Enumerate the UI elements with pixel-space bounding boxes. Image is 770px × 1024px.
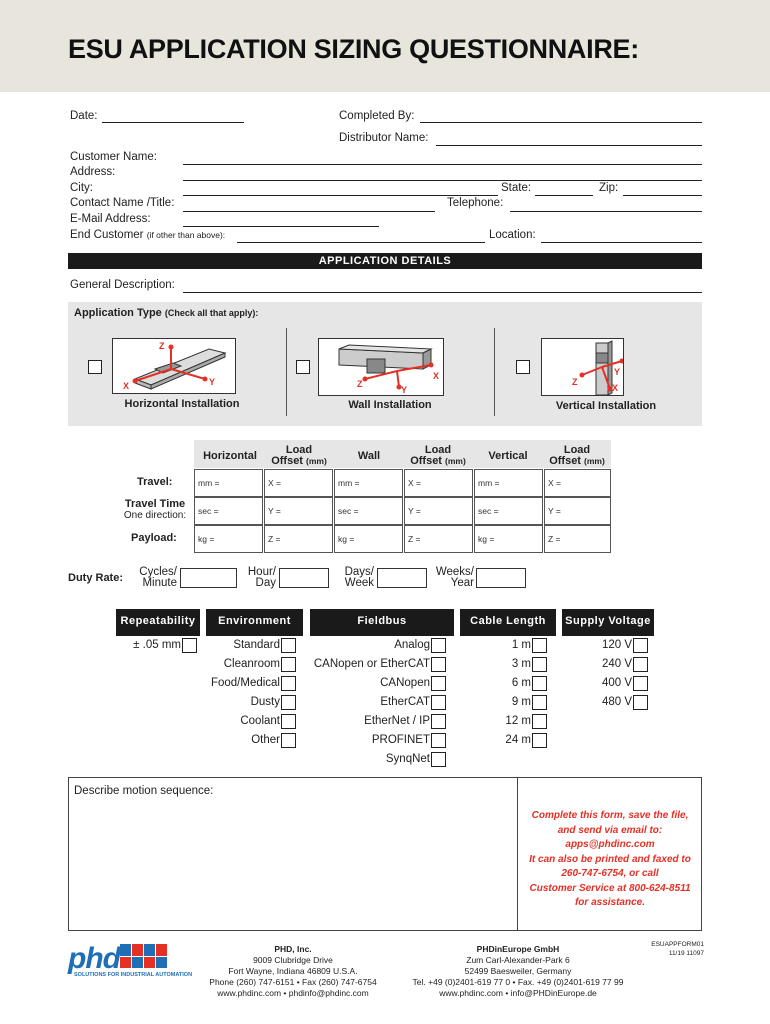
state-label: State: (501, 182, 532, 194)
end-customer-label: End Customer (if other than above): (70, 229, 226, 241)
environment-option-label: Coolant (240, 715, 280, 727)
cable-option-checkbox[interactable] (532, 733, 547, 748)
table-cell[interactable]: Y = (264, 497, 333, 525)
cable-option-checkbox[interactable] (532, 657, 547, 672)
cycles-minute-label: Cycles/ Minute (139, 566, 177, 589)
weeks-year-input[interactable] (476, 568, 526, 588)
table-cell[interactable]: kg = (334, 525, 403, 553)
row-label-travel: Travel: (137, 476, 173, 488)
fieldbus-option-label: PROFINET (371, 734, 430, 746)
environment-option-checkbox[interactable] (281, 638, 296, 653)
cable-option-label: 9 m (511, 696, 531, 708)
cable-option-checkbox[interactable] (532, 638, 547, 653)
environment-option-label: Other (251, 734, 280, 746)
voltage-option-checkbox[interactable] (633, 676, 648, 691)
general-description-label: General Description: (70, 279, 175, 291)
voltage-option-label: 240 V (601, 658, 632, 670)
col-load-offset: Load Offset (mm) (410, 444, 466, 467)
fieldbus-option-label: EtherNet / IP (364, 715, 430, 727)
divider (286, 328, 287, 416)
voltage-option-checkbox[interactable] (633, 695, 648, 710)
repeatability-option-label: ± .05 mm (133, 639, 181, 651)
us-address: PHD, Inc. 9009 Clubridge Drive Fort Wayne, Indiana 46809 U.S.A. Phone (260) 747-6151 • Fax (260) 747-6754 www.phdinc.com • phdinfo@phdinc.com (209, 944, 377, 998)
environment-header: Environment (206, 609, 303, 636)
environment-option-label: Standard (233, 639, 280, 651)
address-label: Address: (70, 166, 116, 178)
fieldbus-option-checkbox[interactable] (431, 733, 446, 748)
table-cell[interactable]: Y = (404, 497, 473, 525)
application-details-bar: APPLICATION DETAILS (68, 253, 702, 269)
environment-option-checkbox[interactable] (281, 695, 296, 710)
motion-sequence-label: Describe motion sequence: (74, 785, 214, 797)
weeks-year-label: Weeks/ Year (435, 566, 474, 589)
cable-option-label: 24 m (505, 734, 531, 746)
repeatability-option-checkbox[interactable] (182, 638, 197, 653)
date-label: Date: (70, 110, 98, 122)
page-title: ESU APPLICATION SIZING QUESTIONNAIRE: (68, 34, 639, 64)
y-axis-label: Y (209, 377, 216, 387)
location-field[interactable] (541, 242, 702, 243)
fieldbus-option-checkbox[interactable] (431, 638, 446, 653)
table-cell[interactable]: sec = (194, 497, 263, 525)
city-field[interactable] (183, 195, 498, 196)
days-week-input[interactable] (377, 568, 427, 588)
contact-label: Contact Name /Title: (70, 197, 175, 209)
environment-option-checkbox[interactable] (281, 733, 296, 748)
distributor-label: Distributor Name: (339, 132, 429, 144)
col-vertical: Vertical (488, 450, 528, 462)
cycles-minute-input[interactable] (180, 568, 237, 588)
repeatability-header: Repeatability (116, 609, 200, 636)
fieldbus-option-label: Analog (394, 639, 430, 651)
hour-day-label: Hour/ Day (247, 566, 276, 589)
distributor-field[interactable] (436, 145, 702, 146)
submission-notice: Complete this form, save the file, and send via email to: apps@phdinc.com It can also be printed and faxed to 260-747-6754, or call Customer Service at 800-624-8511 for assistance. (529, 810, 691, 908)
divider (494, 328, 495, 416)
fieldbus-option-label: EtherCAT (380, 696, 430, 708)
horizontal-installation-checkbox[interactable] (88, 360, 102, 374)
table-cell[interactable]: Z = (544, 525, 611, 553)
wall-installation-checkbox[interactable] (296, 360, 310, 374)
table-cell[interactable]: mm = (194, 469, 263, 497)
cable-length-header: Cable Length (460, 609, 556, 636)
fieldbus-option-label: CANopen or EtherCAT (313, 658, 430, 670)
col-horizontal: Horizontal (203, 450, 257, 462)
completed-by-field[interactable] (420, 122, 702, 123)
environment-option-label: Dusty (250, 696, 280, 708)
fieldbus-header: Fieldbus (310, 609, 454, 636)
telephone-label: Telephone: (447, 197, 504, 209)
horizontal-installation-label: Horizontal Installation (124, 398, 240, 410)
z-axis-label: Z (357, 379, 363, 389)
customer-label: Customer Name: (70, 151, 157, 163)
phd-logo: phd SOLUTIONS FOR INDUSTRIAL AUTOMATION (68, 942, 193, 978)
environment-option-checkbox[interactable] (281, 714, 296, 729)
voltage-option-label: 400 V (601, 677, 632, 689)
vertical-installation-label: Vertical Installation (555, 400, 657, 412)
fieldbus-option-checkbox[interactable] (431, 695, 446, 710)
supply-voltage-header: Supply Voltage (562, 609, 654, 636)
form-id: ESUAPPFORM01 11/19 11097 (651, 941, 704, 957)
application-type-label: Application Type (Check all that apply): (74, 307, 259, 319)
address-field[interactable] (183, 180, 702, 181)
wall-installation-image (318, 338, 444, 396)
end-customer-field[interactable] (237, 242, 485, 243)
y-axis-label: Y (614, 367, 621, 377)
table-cell[interactable]: X = (544, 469, 611, 497)
email-field[interactable] (183, 226, 379, 227)
table-cell[interactable]: sec = (474, 497, 543, 525)
cable-option-label: 6 m (511, 677, 531, 689)
completed-by-label: Completed By: (339, 110, 415, 122)
environment-option-label: Cleanroom (223, 658, 280, 670)
x-axis-label: X (123, 381, 130, 391)
fieldbus-option-checkbox[interactable] (431, 676, 446, 691)
zip-field[interactable] (623, 195, 702, 196)
days-week-label: Days/ Week (344, 566, 374, 589)
table-cell[interactable]: kg = (474, 525, 543, 553)
cable-option-checkbox[interactable] (532, 695, 547, 710)
col-load-offset: Load Offset (mm) (271, 444, 327, 467)
hour-day-input[interactable] (279, 568, 329, 588)
table-cell[interactable]: kg = (194, 525, 263, 553)
fieldbus-option-checkbox[interactable] (431, 657, 446, 672)
y-axis-label: Y (401, 385, 408, 395)
state-field[interactable] (535, 195, 593, 196)
cable-option-label: 3 m (511, 658, 531, 670)
voltage-option-label: 480 V (601, 696, 632, 708)
vertical-installation-checkbox[interactable] (516, 360, 530, 374)
cable-option-checkbox[interactable] (532, 714, 547, 729)
environment-option-label: Food/Medical (210, 677, 280, 689)
eu-address: PHDinEurope GmbH Zum Carl-Alexander-Park 6 52499 Baesweiler, Germany Tel. +49 (0)2401-619 77 0 • Fax. +49 (0)2401-619 77 99 www.phdinc.com • info@PHDinEurope.de (412, 944, 624, 998)
table-cell[interactable]: Y = (544, 497, 611, 525)
zip-label: Zip: (599, 182, 619, 194)
col-wall: Wall (357, 450, 381, 462)
contact-field[interactable] (183, 211, 435, 212)
table-cell[interactable]: Z = (264, 525, 333, 553)
cable-option-label: 1 m (511, 639, 531, 651)
fieldbus-option-checkbox[interactable] (431, 714, 446, 729)
fieldbus-option-label: SynqNet (385, 753, 430, 765)
row-label-payload: Payload: (131, 532, 177, 544)
fieldbus-option-label: CANopen (380, 677, 430, 689)
date-field[interactable] (102, 122, 244, 123)
city-label: City: (70, 182, 93, 194)
customer-field[interactable] (183, 164, 702, 165)
table-cell[interactable]: mm = (334, 469, 403, 497)
location-label: Location: (489, 229, 536, 241)
z-axis-label: Z (572, 377, 578, 387)
environment-option-checkbox[interactable] (281, 676, 296, 691)
duty-rate-label: Duty Rate: (68, 572, 124, 584)
general-description-field[interactable] (183, 292, 702, 293)
environment-option-checkbox[interactable] (281, 657, 296, 672)
table-cell[interactable]: mm = (474, 469, 543, 497)
email-label: E-Mail Address: (70, 213, 151, 225)
voltage-option-checkbox[interactable] (633, 657, 648, 672)
x-axis-label: X (433, 371, 440, 381)
horizontal-installation-image (112, 338, 236, 394)
voltage-option-label: 120 V (601, 639, 632, 651)
row-label-travel-time: Travel Time One direction: (123, 498, 187, 521)
cable-option-label: 12 m (505, 715, 531, 727)
cable-option-checkbox[interactable] (532, 676, 547, 691)
z-axis-label: Z (159, 341, 165, 351)
fieldbus-option-checkbox[interactable] (431, 752, 446, 767)
table-cell[interactable]: X = (404, 469, 473, 497)
voltage-option-checkbox[interactable] (633, 638, 648, 653)
col-load-offset: Load Offset (mm) (549, 444, 605, 467)
table-cell[interactable]: sec = (334, 497, 403, 525)
table-cell[interactable]: Z = (404, 525, 473, 553)
telephone-field[interactable] (510, 211, 702, 212)
x-axis-label: X (612, 383, 619, 393)
vertical-installation-image (541, 338, 624, 396)
table-cell[interactable]: X = (264, 469, 333, 497)
wall-installation-label: Wall Installation (348, 399, 432, 411)
